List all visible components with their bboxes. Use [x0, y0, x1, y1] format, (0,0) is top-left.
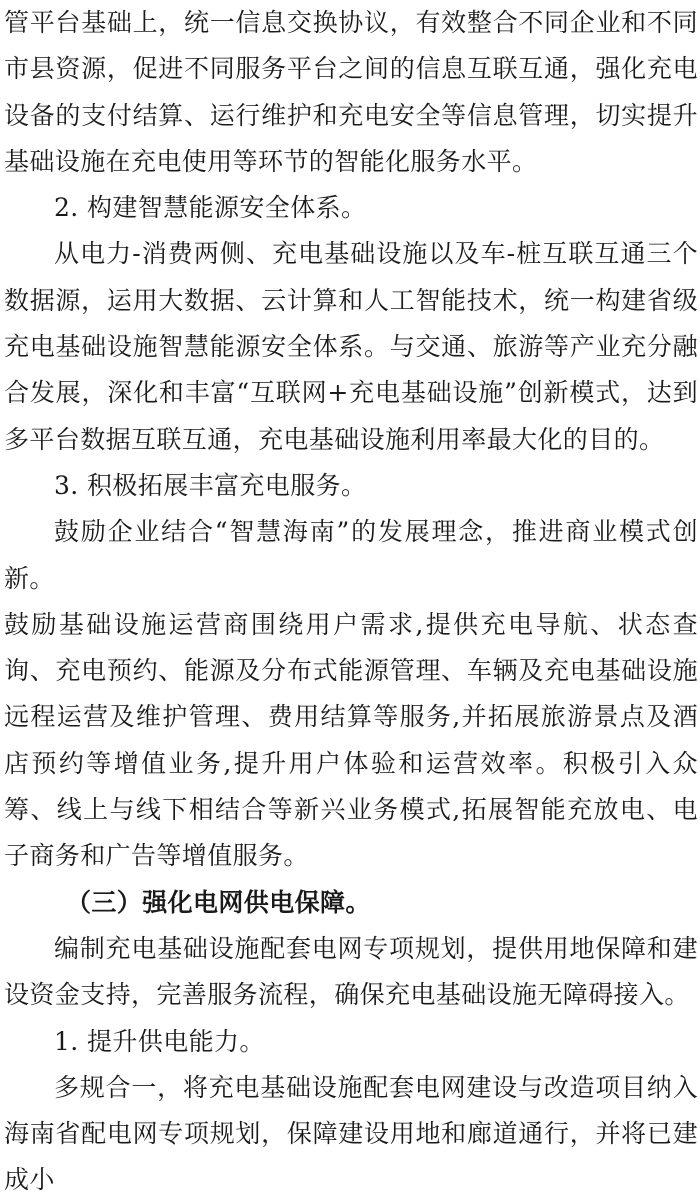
- paragraph-smart-energy: 从电力-消费两侧、充电基础设施以及车-桩互联互通三个数据源，运用大数据、云计算和人工智能技术，统一构建省级充电基础设施智慧能源安全体系。与交通、旅游等产业充分融合发展，深化和丰富“互联网+充电基础设施”创新模式，达到多平台数据互联互通，充电基础设施利用率最大化的目的。: [4, 239, 698, 454]
- paragraph-multi-plan: 多规合一，将充电基础设施配套电网建设与改造项目纳入海南省配电网专项规划，保障建设用地和廊道通行，并将已建成小: [4, 1072, 698, 1195]
- section-heading-3: （三）强化电网供电保障。: [66, 887, 371, 917]
- paragraph-grid-planning: 编制充电基础设施配套电网专项规划，提供用地保障和建设资金支持，完善服务流程，确保充电基础设施无障碍接入。: [4, 933, 698, 1010]
- paragraph-continuation-1: 管平台基础上，统一信息交换协议，有效整合不同企业和不同市县资源，促进不同服务平台之间的信息互联互通，强化充电设备的支付结算、运行维护和充电安全等信息管理，切实提升基础设施在充电使用等环节的智能化服务水平。: [4, 8, 698, 176]
- paragraph-encourage-innovation: 鼓励企业结合“智慧海南”的发展理念，推进商业模式创新。: [4, 517, 698, 593]
- subheading-3: 3. 积极拓展丰富充电服务。: [54, 470, 367, 500]
- subheading-1: 1. 提升供电能力。: [54, 1026, 265, 1056]
- paragraph-operator-services: 鼓励基础设施运营商围绕用户需求,提供充电导航、状态查询、充电预约、能源及分布式能源管理、车辆及充电基础设施远程运营及维护管理、费用结算等服务,并拓展旅游景点及酒店预约等增值业务,提升用户体验和运营效率。积极引入众筹、线上与线下相结合等新兴业务模式,拓展智能充放电、电子商务和广告等增值服务。: [4, 609, 698, 871]
- subheading-2: 2. 构建智慧能源安全体系。: [54, 193, 367, 223]
